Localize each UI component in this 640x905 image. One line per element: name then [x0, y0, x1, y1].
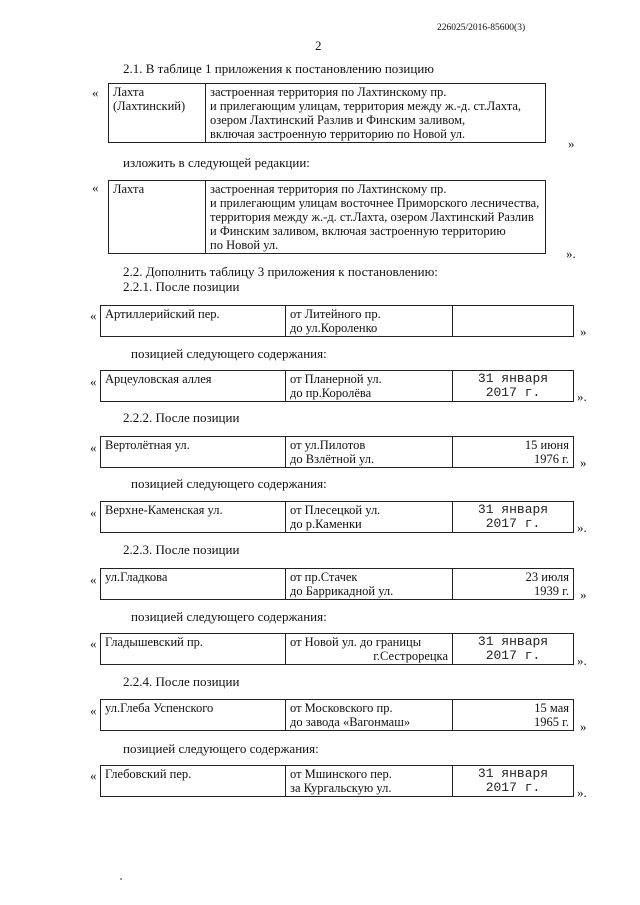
subsection-heading — [123, 674, 239, 689]
date-cell — [453, 306, 574, 337]
open-quote: « — [90, 308, 97, 323]
insert-position-table — [100, 633, 574, 665]
after-position-table — [100, 699, 574, 731]
description-cell — [206, 84, 546, 143]
subsection-label: После позиции — [155, 410, 240, 425]
table-row — [101, 502, 574, 533]
extent-cell: от Литейного пр. до ул.Короленко — [286, 306, 453, 337]
old-position-table — [108, 83, 546, 143]
subsection-number: 2.2.3. — [123, 542, 153, 557]
description-cell — [206, 181, 546, 254]
description-line: озером Лахтинский Разлив и Финским заливом, — [210, 113, 466, 127]
insert-position-table — [100, 370, 574, 402]
table-row — [101, 700, 574, 731]
table-row — [109, 181, 546, 254]
date-stamp-cell: 31 января 2017 г. — [453, 766, 574, 797]
name-line: (Лахтинский) — [113, 99, 186, 113]
open-quote: « — [90, 636, 97, 651]
new-position-table — [108, 180, 546, 254]
extent-cell: от Мшинского пер. за Кургальскую ул. — [286, 766, 453, 797]
extent-cell: от Планерной ул. до пр.Королёва — [286, 371, 453, 402]
date-cell: 15 июня 1976 г. — [453, 437, 574, 468]
extent-cell: от ул.Пилотов до Взлётной ул. — [286, 437, 453, 468]
name-cell — [109, 181, 206, 254]
street-name-cell: Арцеуловская аллея — [101, 371, 286, 402]
street-name-cell: Гладышевский пр. — [101, 634, 286, 665]
content-label: позицией следующего содержания: — [131, 476, 327, 491]
close-quote: ». — [577, 653, 587, 668]
description-line: застроенная территория по Лахтинскому пр. — [210, 182, 447, 196]
section-2-1-heading: 2.1. В таблице 1 приложения к постановлению позицию — [123, 61, 435, 76]
table-row — [109, 84, 546, 143]
close-quote: » — [580, 719, 587, 734]
subsection-heading — [123, 279, 239, 294]
content-label: позицией следующего содержания: — [123, 741, 319, 756]
close-quote: » — [580, 455, 587, 470]
street-name-cell: Артиллерийский пер. — [101, 306, 286, 337]
table-row — [101, 306, 574, 337]
scan-speck — [120, 878, 122, 880]
open-quote: « — [90, 703, 97, 718]
after-position-table — [100, 436, 574, 468]
table-row — [101, 371, 574, 402]
content-label: позицией следующего содержания: — [131, 346, 327, 361]
close-quote: » — [568, 136, 575, 151]
subsection-number: 2.2.2. — [123, 410, 153, 425]
street-name-cell: Вертолётная ул. — [101, 437, 286, 468]
subsection-number: 2.2.1. — [123, 279, 153, 294]
open-quote: « — [92, 85, 99, 100]
close-quote: ». — [577, 389, 587, 404]
subsection-heading — [123, 410, 239, 425]
insert-position-table — [100, 765, 574, 797]
description-line: и прилегающим улицам восточнее Приморского лесничества, — [210, 196, 540, 210]
table-row — [101, 766, 574, 797]
after-position-table — [100, 305, 574, 337]
open-quote: « — [90, 374, 97, 389]
street-name-cell: ул.Глеба Успенского — [101, 700, 286, 731]
extent-cell: от Московского пр. до завода «Вагонмаш» — [286, 700, 453, 731]
open-quote: « — [90, 768, 97, 783]
date-cell: 15 мая 1965 г. — [453, 700, 574, 731]
description-line: по Новой ул. — [210, 238, 279, 252]
date-stamp-cell: 31 января 2017 г. — [453, 371, 574, 402]
close-quote: ». — [577, 785, 587, 800]
description-line: и прилегающим улицам, территория между ж.-д. ст.Лахта, — [210, 99, 521, 113]
table-row — [101, 437, 574, 468]
page-number: 2 — [315, 38, 322, 53]
subsection-number: 2.2.4. — [123, 674, 153, 689]
document-number: 226025/2016-85600(3) — [437, 23, 526, 33]
extent-cell: от Новой ул. до границы г.Сестрорецка — [286, 634, 453, 665]
street-name-cell: ул.Гладкова — [101, 569, 286, 600]
subsection-label: После позиции — [155, 674, 240, 689]
subsection-label: После позиции — [155, 279, 240, 294]
close-quote: » — [580, 324, 587, 339]
table-row — [101, 569, 574, 600]
description-line: территория между ж.-д. ст.Лахта, озером Лахтинский Разлив — [210, 210, 534, 224]
edit-instruction: изложить в следующей редакции: — [123, 155, 310, 170]
name-cell — [109, 84, 206, 143]
date-stamp-cell: 31 января 2017 г. — [453, 502, 574, 533]
section-2-2-heading: 2.2. Дополнить таблицу 3 приложения к постановлению: — [123, 264, 438, 279]
extent-cell: от Плесецкой ул. до р.Каменки — [286, 502, 453, 533]
date-stamp-cell: 31 января 2017 г. — [453, 634, 574, 665]
insert-position-table — [100, 501, 574, 533]
date-cell: 23 июля 1939 г. — [453, 569, 574, 600]
content-label: позицией следующего содержания: — [131, 609, 327, 624]
close-quote: » — [580, 587, 587, 602]
street-name-cell: Верхне-Каменская ул. — [101, 502, 286, 533]
description-line: и Финским заливом, включая застроенную территорию — [210, 224, 506, 238]
subsection-heading — [123, 542, 239, 557]
open-quote: « — [90, 505, 97, 520]
table-row — [101, 634, 574, 665]
name-line: Лахта — [113, 85, 145, 99]
name-line: Лахта — [113, 182, 145, 196]
close-quote: ». — [566, 246, 576, 261]
subsection-label: После позиции — [155, 542, 240, 557]
street-name-cell: Глебовский пер. — [101, 766, 286, 797]
after-position-table — [100, 568, 574, 600]
description-line: застроенная территория по Лахтинскому пр. — [210, 85, 447, 99]
close-quote: ». — [577, 520, 587, 535]
open-quote: « — [90, 572, 97, 587]
open-quote: « — [92, 180, 99, 195]
open-quote: « — [90, 440, 97, 455]
extent-cell: от пр.Стачек до Баррикадной ул. — [286, 569, 453, 600]
description-line: включая застроенную территорию по Новой ул. — [210, 127, 466, 141]
